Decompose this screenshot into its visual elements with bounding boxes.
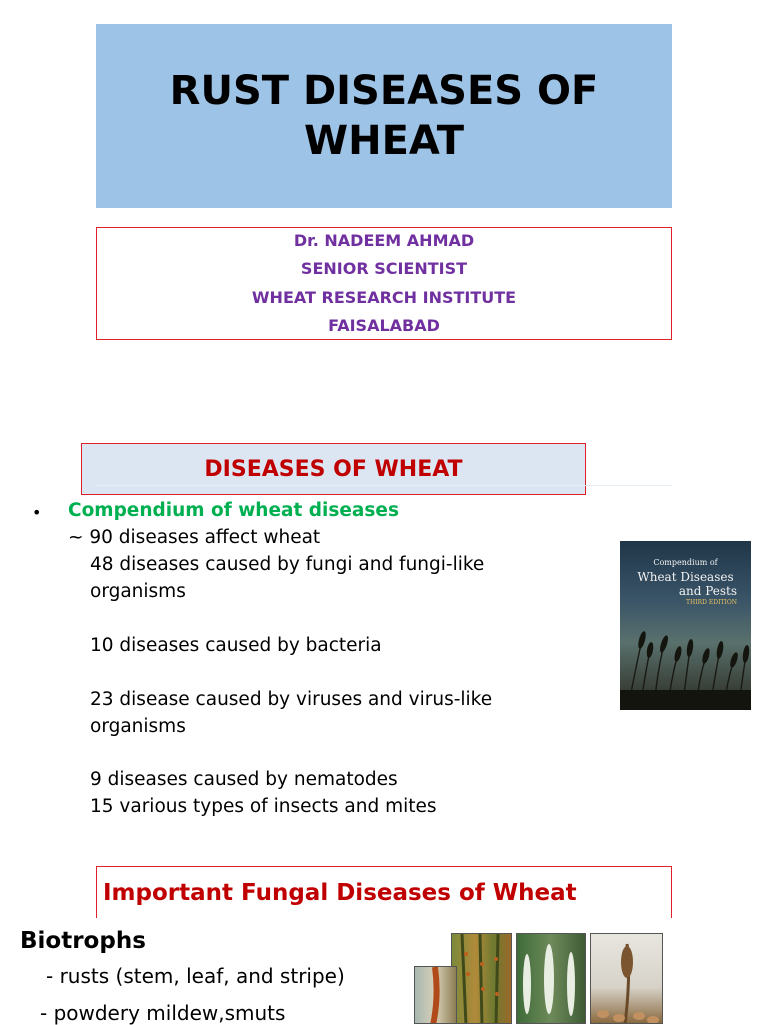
smut-photo — [590, 933, 663, 1024]
stat-line: 15 various types of insects and mites — [90, 796, 437, 817]
title-line-2: WHEAT — [303, 118, 465, 164]
rust-photo — [451, 933, 512, 1024]
author-position: SENIOR SCIENTIST — [300, 259, 468, 278]
author-name: Dr. NADEEM AHMAD — [293, 230, 475, 250]
stat-line: 23 disease caused by viruses and virus-like — [90, 689, 493, 710]
book-title-line-2: Wheat Diseases — [637, 570, 734, 584]
author-institute: WHEAT RESEARCH INSTITUTE — [251, 287, 517, 307]
book-title-line-3: and Pests — [678, 584, 737, 598]
wheat-field-illustration — [620, 620, 751, 710]
biotrophs-heading: Biotrophs — [20, 928, 146, 954]
stat-line: 48 diseases caused by fungi and fungi-like — [90, 554, 485, 575]
divider — [96, 485, 672, 486]
stat-line: 9 diseases caused by nematodes — [90, 769, 398, 790]
book-edition: THIRD EDITION — [686, 599, 737, 606]
diseases-heading-box — [81, 443, 586, 495]
biotroph-item: - rusts (stem, leaf, and stripe) — [46, 964, 345, 988]
powdery-mildew-photo — [516, 933, 586, 1024]
fungal-heading: Important Fungal Diseases of Wheat — [103, 879, 577, 906]
book-title-line-1: Compendium of — [653, 558, 718, 567]
stat-line: ~ 90 diseases affect wheat — [68, 527, 321, 548]
biotroph-item: - powdery mildew,smuts — [40, 1001, 286, 1025]
fungal-heading-box — [96, 866, 672, 918]
compendium-book-cover — [620, 541, 751, 710]
bullet-marker: • — [32, 503, 42, 522]
author-city: FAISALABAD — [328, 316, 440, 335]
title-line-1: RUST DISEASES OF — [169, 68, 599, 114]
title-banner — [96, 24, 672, 208]
stat-line: organisms — [90, 716, 186, 737]
compendium-heading: Compendium of wheat diseases — [68, 500, 399, 521]
leaf-photo — [414, 966, 457, 1024]
author-box — [96, 227, 672, 340]
diseases-heading: DISEASES OF WHEAT — [204, 456, 463, 482]
stat-line: 10 diseases caused by bacteria — [90, 635, 382, 656]
stat-line: organisms — [90, 581, 186, 602]
